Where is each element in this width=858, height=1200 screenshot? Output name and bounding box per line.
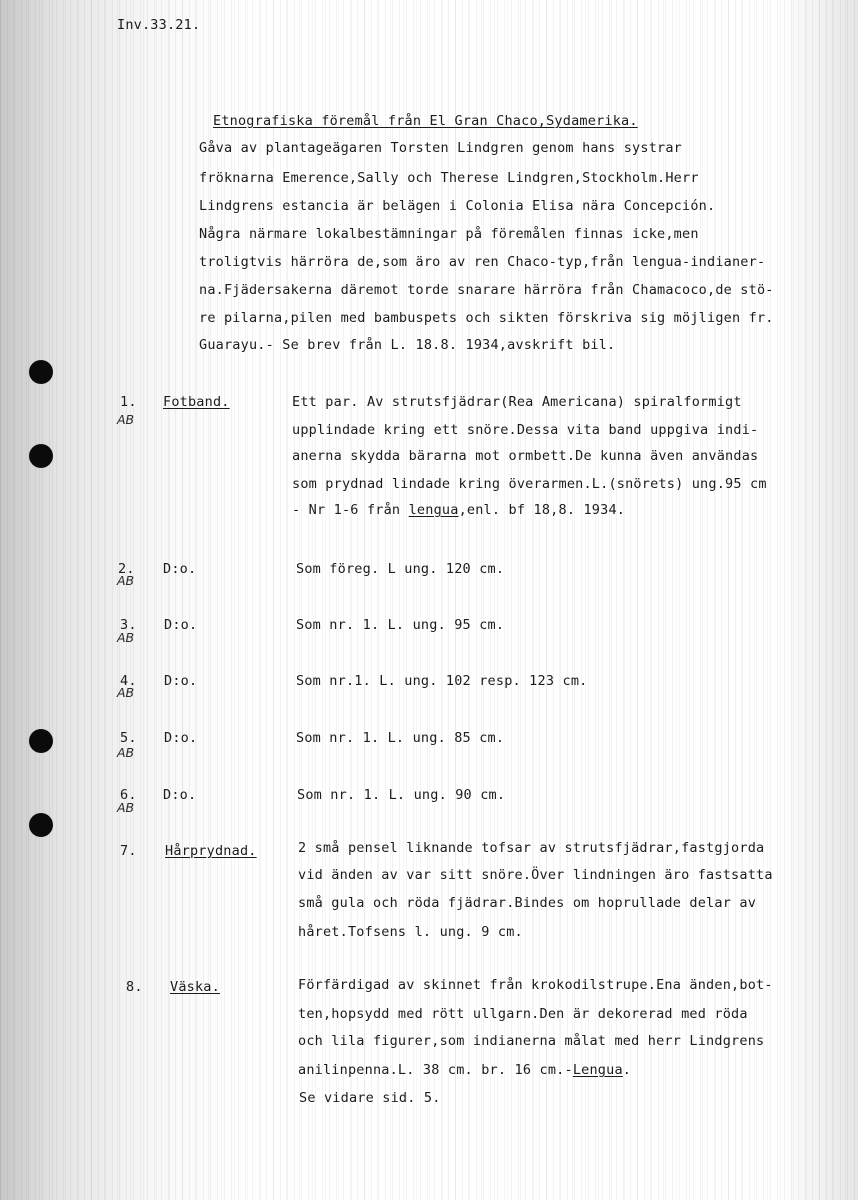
item-number: 8. xyxy=(126,979,143,995)
item-description-line: vid änden av var sitt snöre.Över lindningen äro fastsatta xyxy=(298,867,773,883)
item-name: Väska. xyxy=(170,979,220,995)
item-name: D:o. xyxy=(164,617,198,633)
item-name: Hårprydnad. xyxy=(165,843,257,859)
intro-line: Lindgrens estancia är belägen i Colonia Elisa nära Concepción. xyxy=(199,198,716,214)
binder-hole xyxy=(29,729,53,753)
item-description-line: Som föreg. L ung. 120 cm. xyxy=(296,561,505,577)
text-segment: . xyxy=(622,1062,632,1078)
binder-hole xyxy=(29,444,53,468)
item-number: 5. xyxy=(120,730,137,746)
item-description-line: håret.Tofsens l. ung. 9 cm. xyxy=(298,924,523,940)
item-number: 3. xyxy=(120,617,137,633)
intro-line: fröknarna Emerence,Sally och Therese Lindgren,Stockholm.Herr xyxy=(199,170,699,186)
item-number: 2. xyxy=(118,561,135,577)
handwritten-mark: AB xyxy=(117,685,135,700)
binder-hole xyxy=(29,813,53,837)
item-description-line: Se vidare sid. 5. xyxy=(299,1090,441,1106)
item-description-line: Som nr.1. L. ung. 102 resp. 123 cm. xyxy=(296,673,588,689)
item-name: Fotband. xyxy=(163,394,230,410)
origin-underlined: Lengua xyxy=(572,1062,623,1078)
text-segment: ,enl. bf 18,8. 1934. xyxy=(458,502,626,518)
intro-line: Några närmare lokalbestämningar på föremålen finnas icke,men xyxy=(199,226,699,242)
item-number: 6. xyxy=(120,787,137,803)
intro-line: na.Fjädersakerna däremot torde snarare härröra från Chamacoco,de stö- xyxy=(199,282,774,298)
inventory-number: Inv.33.21. xyxy=(117,17,201,33)
origin-underlined: lengua xyxy=(408,502,459,518)
item-name: D:o. xyxy=(163,561,197,577)
item-description-line: anerna skydda bärarna mot ormbett.De kunna även användas xyxy=(292,448,759,464)
item-description-line: och lila figurer,som indianerna målat med herr Lindgrens xyxy=(298,1033,765,1049)
handwritten-mark: AB xyxy=(117,630,135,645)
item-description-line: Som nr. 1. L. ung. 85 cm. xyxy=(296,730,505,746)
item-description-line: Som nr. 1. L. ung. 95 cm. xyxy=(296,617,505,633)
item-description-line: 2 små pensel liknande tofsar av strutsfjädrar,fastgjorda xyxy=(298,840,765,856)
intro-line: troligtvis härröra de,som äro av ren Chaco-typ,från lengua-indianer- xyxy=(199,254,766,270)
text-segment: - Nr 1-6 från xyxy=(292,502,409,518)
handwritten-mark: AB xyxy=(117,412,135,427)
handwritten-mark: AB xyxy=(117,573,135,588)
handwritten-mark: AB xyxy=(117,745,135,760)
text-segment: anilinpenna.L. 38 cm. br. 16 cm.- xyxy=(298,1062,573,1078)
item-description-line: Som nr. 1. L. ung. 90 cm. xyxy=(297,787,506,803)
item-description-line: ten,hopsydd med rött ullgarn.Den är dekorerad med röda xyxy=(298,1006,748,1022)
item-name: D:o. xyxy=(164,730,198,746)
item-description-line: små gula och röda fjädrar.Bindes om hoprullade delar av xyxy=(298,895,757,911)
item-number: 7. xyxy=(120,843,137,859)
handwritten-mark: AB xyxy=(117,800,135,815)
document-title: Etnografiska föremål från El Gran Chaco,Sydamerika. xyxy=(213,113,638,129)
item-description-line xyxy=(292,502,625,518)
item-description-line: som prydnad lindade kring överarmen.L.(snörets) ung.95 cm xyxy=(292,476,767,492)
item-name: D:o. xyxy=(163,787,197,803)
item-number: 1. xyxy=(120,394,137,410)
intro-line: Gåva av plantageägaren Torsten Lindgren genom hans systrar xyxy=(199,140,683,156)
binder-hole xyxy=(29,360,53,384)
intro-line: re pilarna,pilen med bambuspets och sikten förskriva sig möjligen fr. xyxy=(199,310,774,326)
item-description-line xyxy=(298,1062,631,1078)
item-number: 4. xyxy=(120,673,137,689)
item-description-line: upplindade kring ett snöre.Dessa vita band uppgiva indi- xyxy=(292,422,759,438)
item-description-line: Ett par. Av strutsfjädrar(Rea Americana) spiralformigt xyxy=(292,394,742,410)
item-name: D:o. xyxy=(164,673,198,689)
intro-line: Guarayu.- Se brev från L. 18.8. 1934,avskrift bil. xyxy=(199,337,616,353)
item-description-line: Förfärdigad av skinnet från krokodilstrupe.Ena änden,bot- xyxy=(298,977,773,993)
